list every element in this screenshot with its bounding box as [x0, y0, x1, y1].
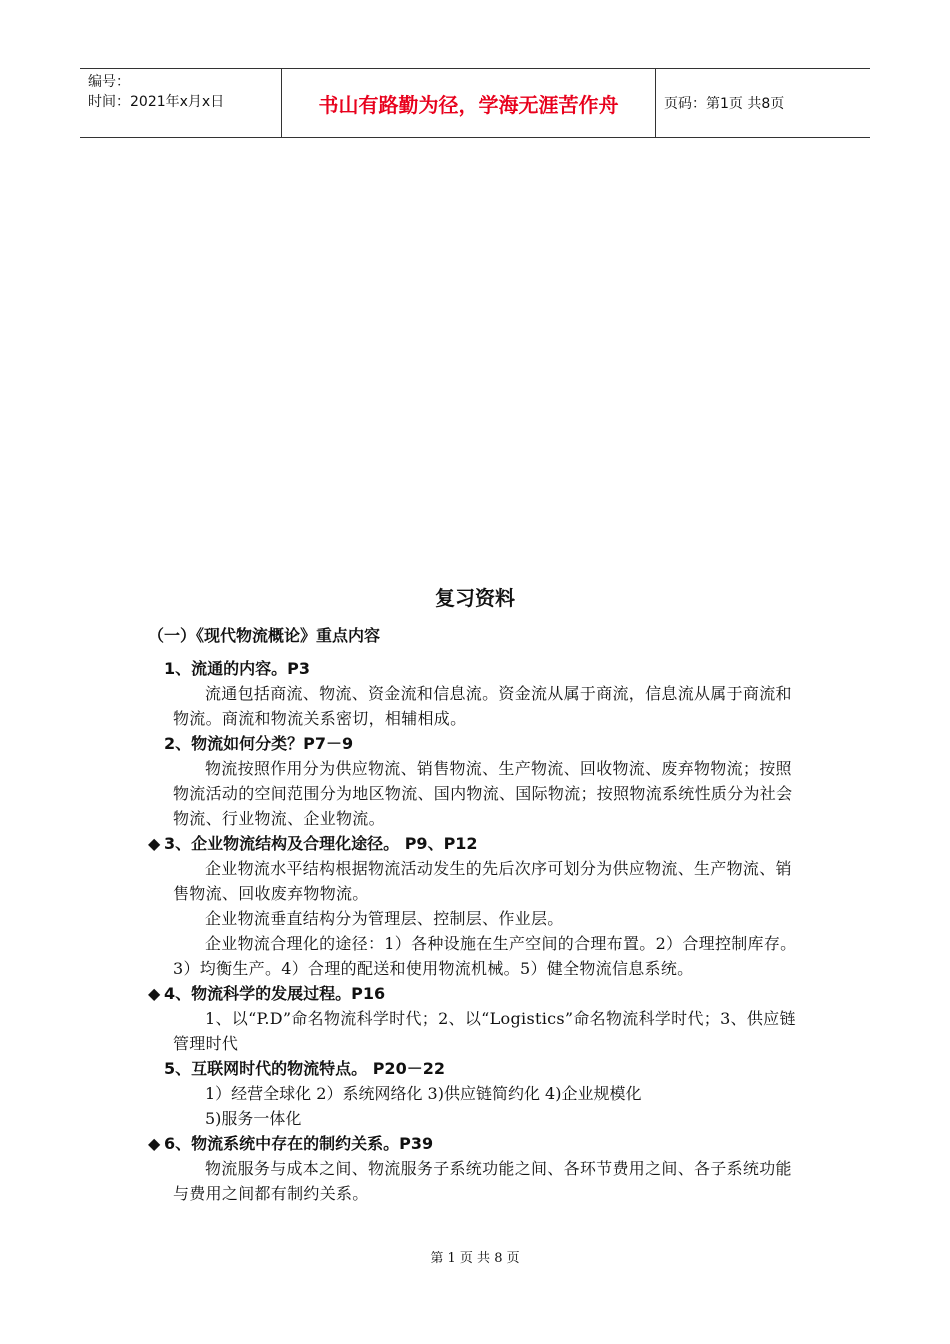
item-line: 1）经营全球化 2）系统网络化 3)供应链简约化 4)企业规模化	[205, 1084, 642, 1103]
item-paragraph: 企业物流垂直结构分为管理层、控制层、作业层。	[205, 909, 564, 928]
item-paragraph: 企业物流水平结构根据物流活动发生的先后次序可划分为供应物流、生产物流、销售物流、回收废弃物物流。	[173, 859, 792, 903]
item-heading: 1、流通的内容。P3	[164, 659, 310, 678]
item-line: 5)服务一体化	[205, 1109, 302, 1128]
item-heading: ◆ 3、企业物流结构及合理化途径。 P9、P12	[148, 831, 808, 856]
document-title: 复习资料	[435, 586, 515, 610]
header-table	[80, 68, 870, 138]
item-heading: ◆ 4、物流科学的发展过程。P16	[148, 981, 808, 1006]
header-meta	[80, 69, 282, 137]
item-paragraph: 物流服务与成本之间、物流服务子系统功能之间、各环节费用之间、各子系统功能与费用之间都有制约关系。	[173, 1159, 792, 1203]
section-heading: （一）《现代物流概论》重点内容	[148, 626, 381, 645]
item-paragraph: 1、以“P.D”命名物流科学时代；2、以“Logistics”命名物流科学时代；3、供应链管理时代	[173, 1009, 796, 1053]
motto: 书山有路勤为径，学海无涯苦作舟	[282, 69, 656, 137]
item-paragraph: 物流按照作用分为供应物流、销售物流、生产物流、回收物流、废弃物物流；按照物流活动的空间范围分为地区物流、国内物流、国际物流；按照物流系统性质分为社会物流、行业物流、企业物流。	[173, 759, 793, 828]
diamond-bullet-icon: ◆	[148, 984, 161, 1003]
item-heading: 5、互联网时代的物流特点。 P20－22	[164, 1059, 445, 1078]
item-paragraph: 流通包括商流、物流、资金流和信息流。资金流从属于商流，信息流从属于商流和物流。商流和物流关系密切，相辅相成。	[173, 684, 792, 728]
code-label: 编号：	[88, 74, 130, 90]
item-heading: 2、物流如何分类？P7－9	[164, 734, 354, 753]
content-body	[148, 656, 808, 1206]
item-paragraph: 企业物流合理化的途径：1）各种设施在生产空间的合理布置。2）合理控制库存。3）均衡生产。4）合理的配送和使用物流机械。5）健全物流信息系统。	[173, 934, 797, 978]
time-label: 时间：2021年x月x日	[88, 94, 225, 110]
diamond-bullet-icon: ◆	[148, 1134, 161, 1153]
page-footer: 第 1 页 共 8 页	[430, 1251, 520, 1266]
page-info: 页码：第1页 共8页	[664, 96, 785, 112]
diamond-bullet-icon: ◆	[148, 834, 161, 853]
item-heading: ◆ 6、物流系统中存在的制约关系。P39	[148, 1131, 808, 1156]
